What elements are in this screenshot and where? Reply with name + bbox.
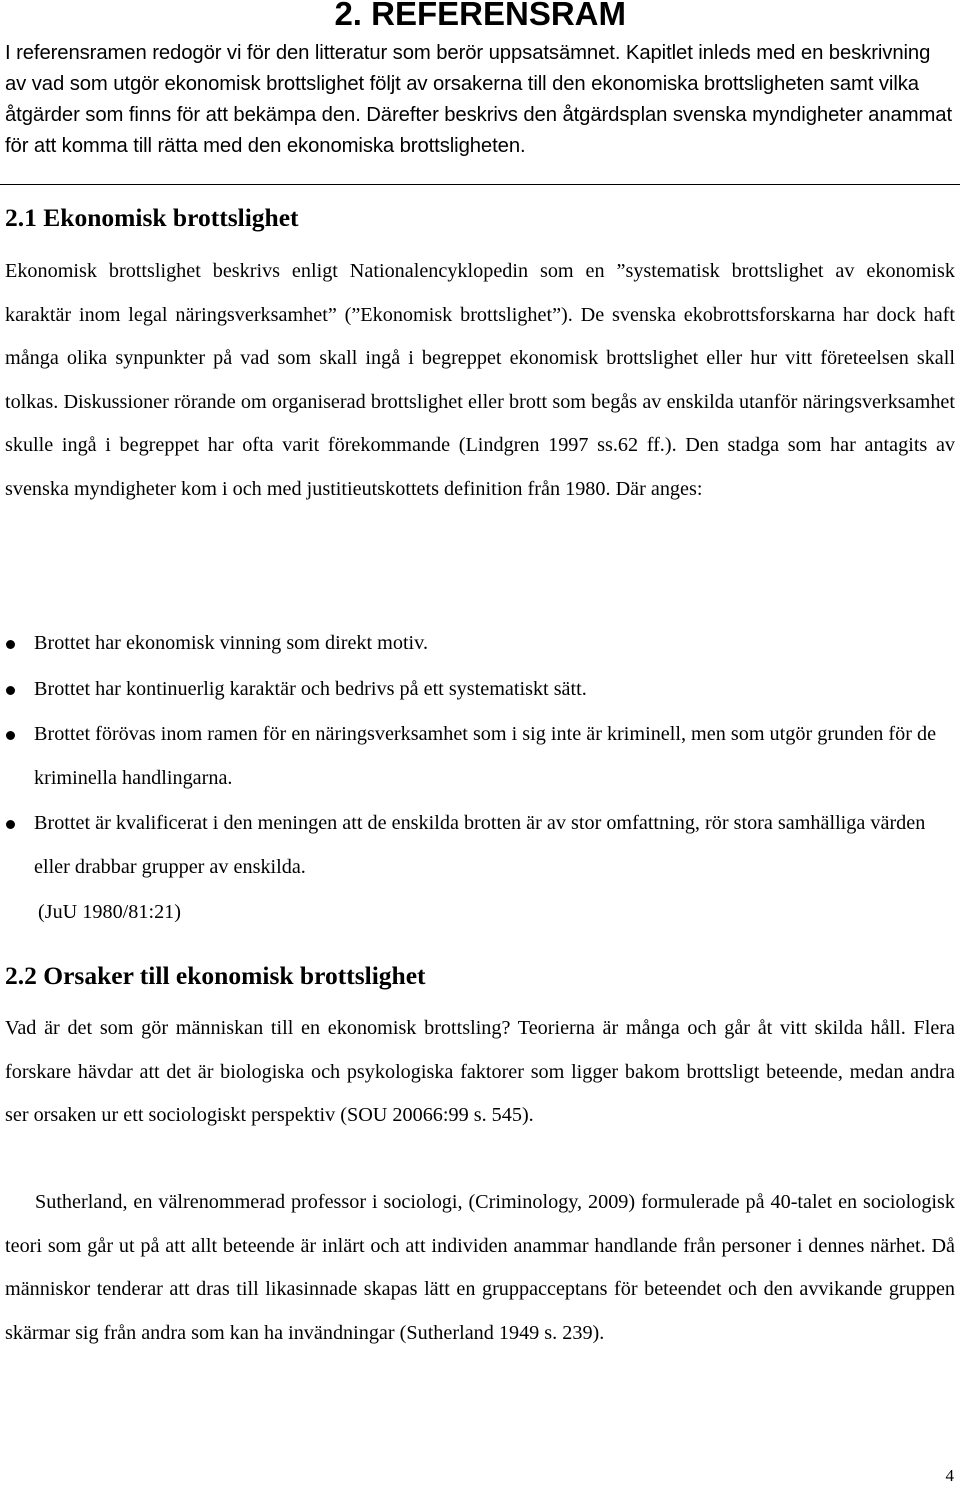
section-2-2-paragraph-2: Sutherland, en välrenommerad professor i sociologi, (Criminology, 2009) formulerade på 40-talet en sociologisk teori som går ut på att allt beteende är inlärt och att individen anammar handlande från personer i dennes närhet. Då människor tenderar att dras till likasinnade skapas lätt en gruppacceptans för beteendet och den avvikande gruppen skärmar sig från andra som kan ha invändningar (Sutherland 1949 s. 239). [5, 1191, 955, 1344]
bullet-icon [6, 731, 15, 740]
section-2-1-paragraph: Ekonomisk brottslighet beskrivs enligt Nationalencyklopedin som en ”systematisk brottslighet av ekonomisk karaktär inom legal näringsverksamhet” (”Ekonomisk brottslighet”). De svenska ekobrottsforskarna har dock haft många olika synpunkter på vad som skall ingå i begreppet ekonomisk brottslighet eller hur vitt företeelsen skall tolkas. Diskussioner rörande om organiserad brottslighet eller brott som begås av enskilda utanför näringsverksamhet skulle ingå i begreppet har ofta varit förekommande (Lindgren 1997 ss.62 ff.). Den stadga som har antagits av svenska myndigheter kom i och med justitieutskottets definition från 1980. Där anges: [5, 260, 955, 500]
bullet-item [0, 802, 955, 889]
section-2-2-paragraph-1: Vad är det som gör människan till en ekonomisk brottsling? Teorierna är många och går åt vitt skilda håll. Flera forskare hävdar att det är biologiska och psykologiska faktorer som ligger bakom brottsligt beteende, medan andra ser orsaken ur ett sociologiskt perspektiv (SOU 20066:99 s. 545). [5, 1017, 955, 1127]
bullet-text: Brottet förövas inom ramen för en näringsverksamhet som i sig inte är kriminell, men som utgör grunden för de kriminella handlingarna. [34, 723, 937, 789]
bullet-item [0, 622, 955, 666]
chapter-intro: I referensramen redogör vi för den litteratur som berör uppsatsämnet. Kapitlet inleds med en beskrivning av vad som utgör ekonomisk brottslighet följt av orsakerna till den ekonomiska brottsligheten samt vilka åtgärder som finns för att bekämpa den. Därefter beskrivs den åtgärdsplan svenska myndigheter anammat för att komma till rätta med den ekonomiska brottsligheten. [5, 42, 952, 157]
bullet-icon [6, 640, 15, 649]
citation: (JuU 1980/81:21) [38, 901, 181, 923]
bullet-icon [6, 686, 15, 695]
bullet-item [0, 668, 955, 712]
section-heading-2-1: 2.1 Ekonomisk brottslighet [5, 203, 299, 232]
page-number: 4 [945, 1466, 954, 1485]
bullet-text: Brottet är kvalificerat i den meningen att de enskilda brotten är av stor omfattning, rör stora samhälliga värden eller drabbar grupper av enskilda. [34, 812, 926, 878]
chapter-title: 2. REFERENSRAM [334, 0, 626, 32]
header-divider [0, 184, 960, 185]
bullet-item [0, 713, 955, 800]
bullet-text: Brottet har ekonomisk vinning som direkt motiv. [34, 632, 428, 654]
bullet-icon [6, 820, 15, 829]
definition-bullet-list [0, 622, 960, 892]
bullet-text: Brottet har kontinuerlig karaktär och bedrivs på ett systematiskt sätt. [34, 677, 587, 700]
section-heading-2-2: 2.2 Orsaker till ekonomisk brottslighet [5, 961, 426, 990]
